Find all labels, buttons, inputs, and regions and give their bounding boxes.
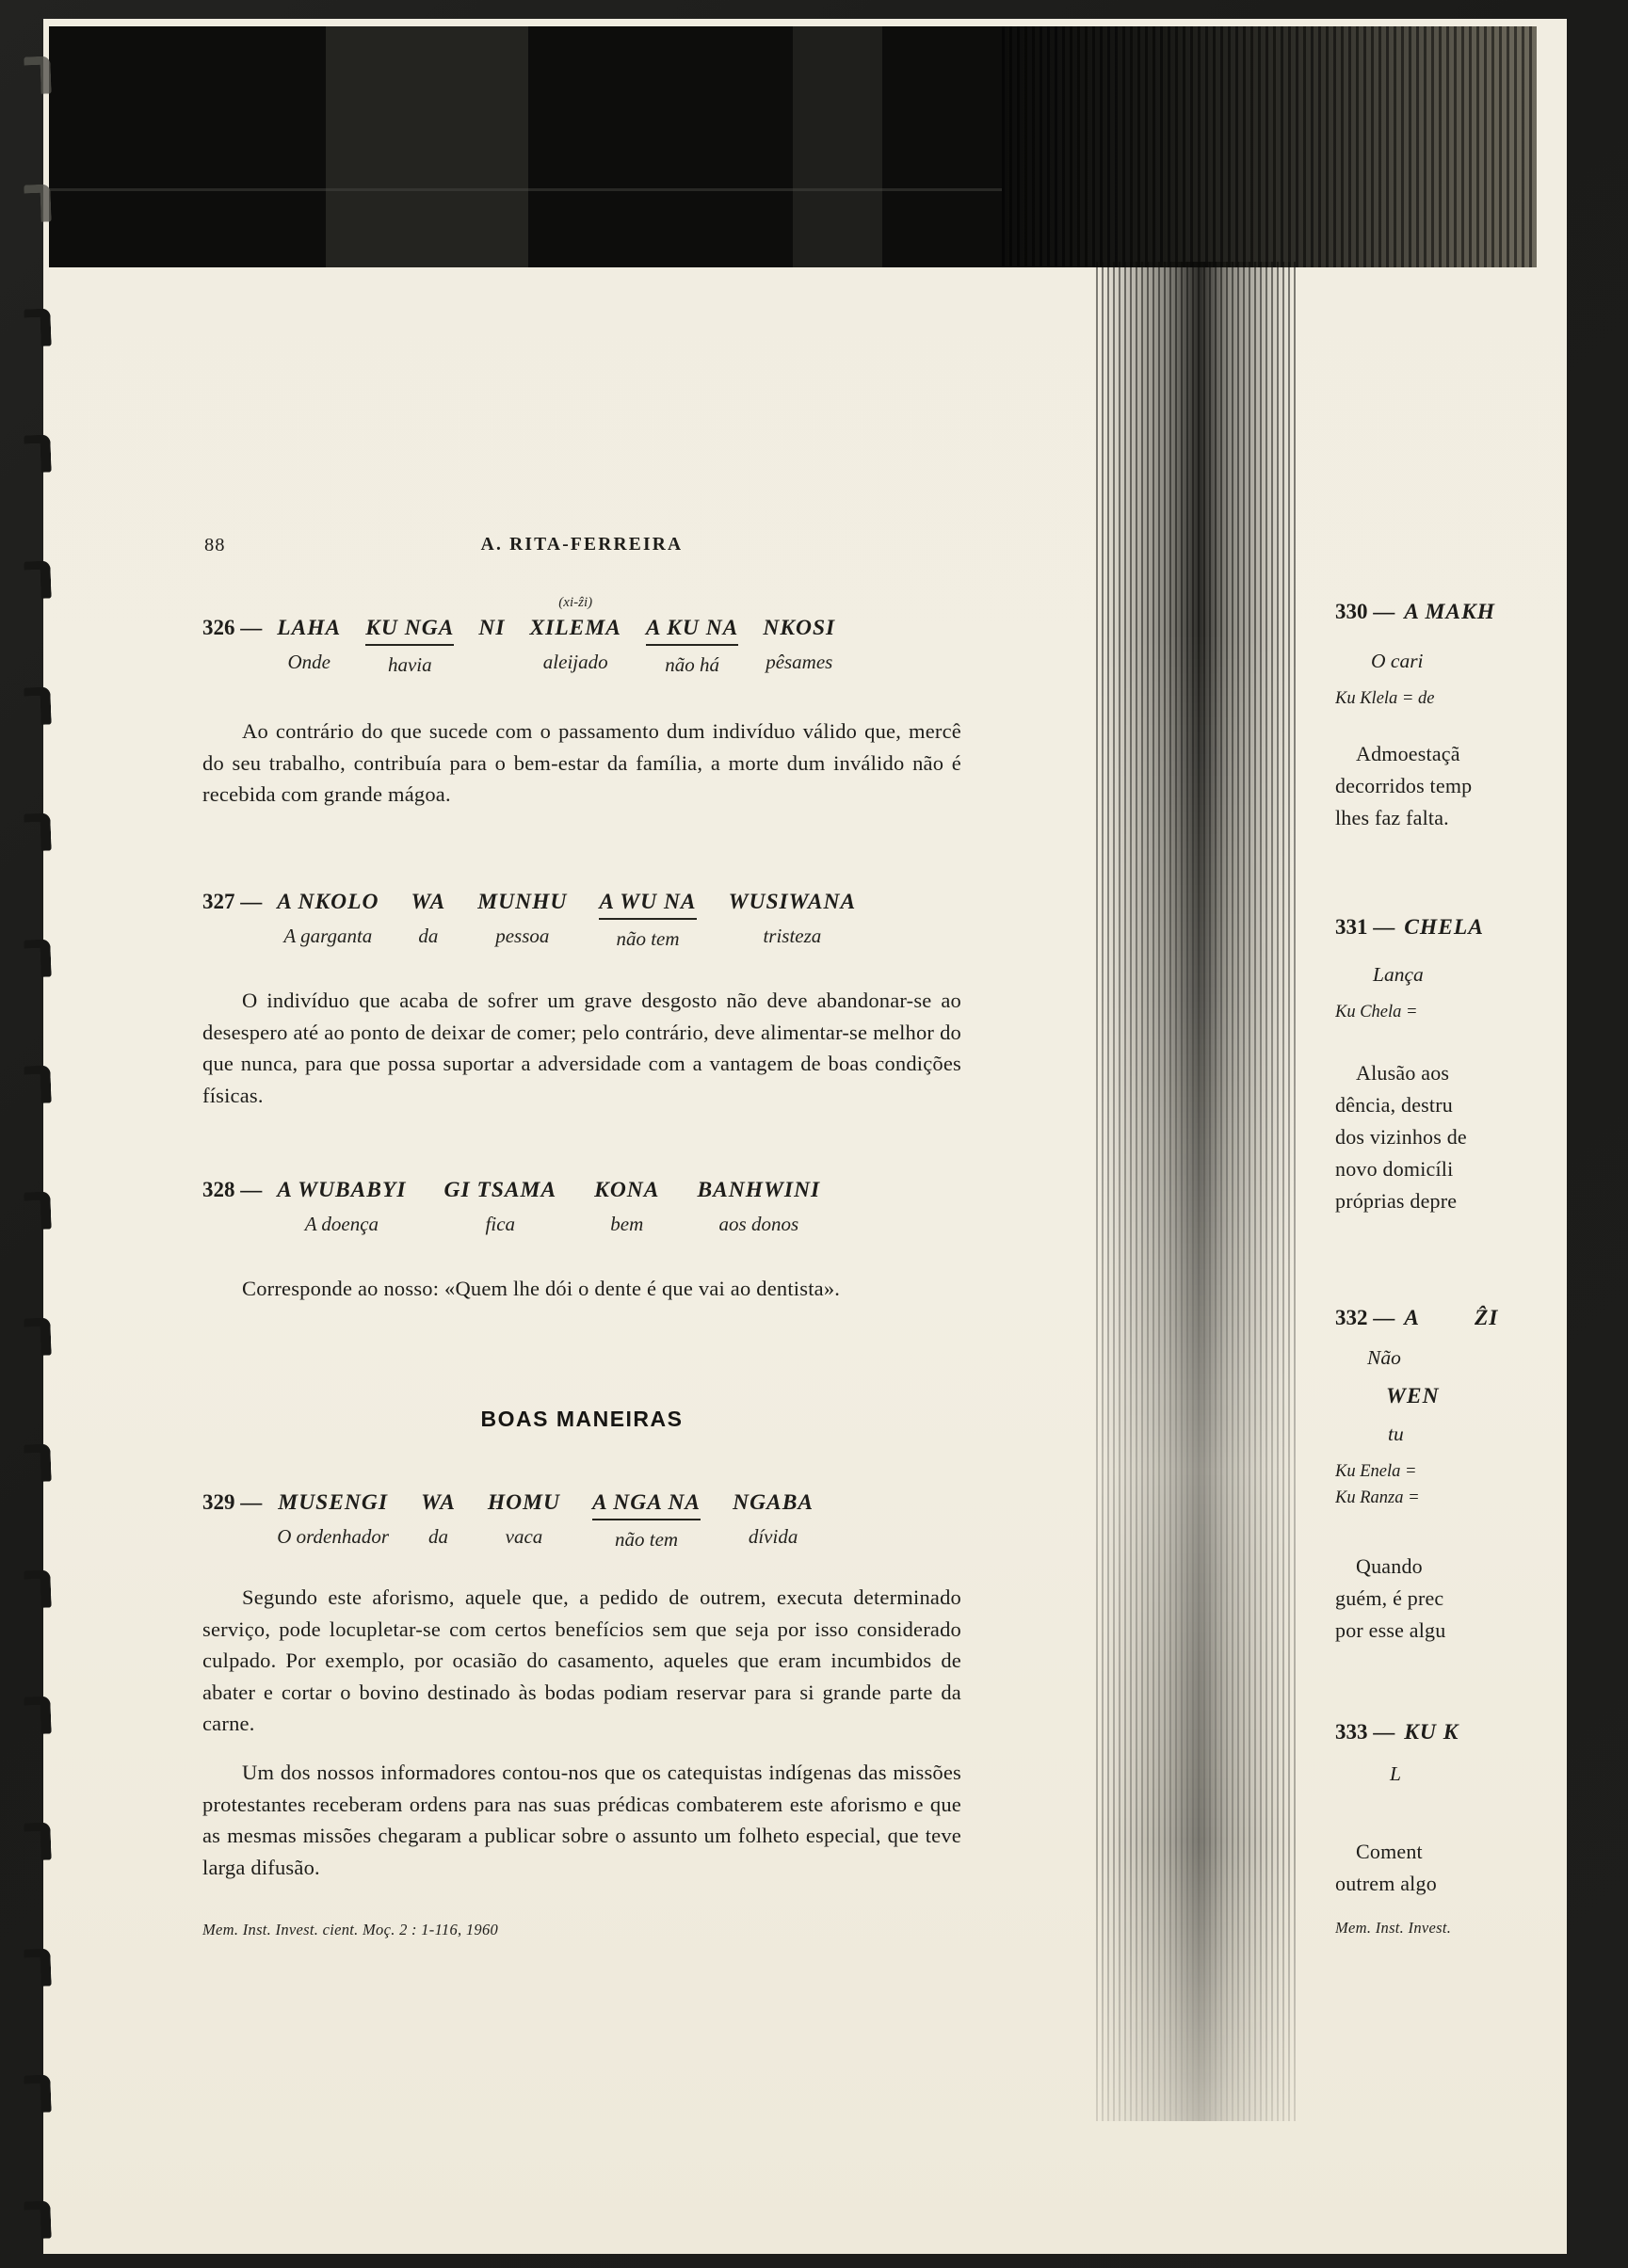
word-translation: A garganta bbox=[283, 925, 373, 947]
proverb-word: MUSENGI bbox=[278, 1490, 388, 1515]
commentary-line: decorridos temp bbox=[1335, 774, 1473, 797]
commentary-line: Alusão aos bbox=[1356, 1061, 1450, 1085]
commentary-line: guém, é prec bbox=[1335, 1586, 1444, 1610]
gloss-line: Ku Enela = bbox=[1335, 1462, 1417, 1481]
proverb-word: WEN bbox=[1386, 1384, 1440, 1408]
proverb-line bbox=[1335, 598, 1555, 629]
proverb-326 bbox=[202, 593, 961, 677]
right-entry-332 bbox=[1335, 1304, 1555, 1647]
proverb-number: 326 — bbox=[202, 616, 263, 639]
word-translation: Lança bbox=[1373, 963, 1424, 986]
right-entry-333 bbox=[1335, 1718, 1555, 1900]
proverb-line bbox=[202, 887, 961, 951]
proverb-word: NKOSI bbox=[763, 616, 836, 640]
proverb-word: BANHWINI bbox=[697, 1178, 821, 1202]
proverb-word: A WUBABYI bbox=[277, 1178, 407, 1202]
word-pair bbox=[599, 887, 696, 951]
word-translation: bem bbox=[610, 1213, 644, 1235]
word-pair bbox=[411, 887, 445, 951]
proverb-327 bbox=[202, 887, 961, 951]
word-translation: aos donos bbox=[718, 1213, 799, 1235]
proverb-line bbox=[202, 593, 961, 677]
page-number: 88 bbox=[204, 535, 226, 555]
commentary-line: lhes faz falta. bbox=[1335, 806, 1449, 829]
word-translation: tristeza bbox=[763, 925, 822, 947]
proverb-word: XILEMA bbox=[529, 616, 621, 640]
commentary-paragraph: Um dos nossos informadores contou-nos que os catequistas indígenas das missões protestantes receberam ordens para nas suas prédicas combaterem este aforismo e que as mesmas missões chegaram a publicar sobre o assunto um folheto especial, que teve larga difusão. bbox=[202, 1761, 961, 1879]
word-translation: havia bbox=[387, 653, 432, 676]
word-translation: da bbox=[418, 925, 439, 947]
word-pair bbox=[592, 1488, 701, 1552]
word-pair bbox=[277, 593, 341, 677]
commentary-line: Quando bbox=[1356, 1554, 1423, 1578]
binding-mark bbox=[24, 813, 51, 852]
word-translation: não tem bbox=[615, 1528, 679, 1551]
word-translation: dívida bbox=[748, 1525, 798, 1548]
binding-mark bbox=[24, 1192, 51, 1231]
proverb-number: 333 — bbox=[1335, 1720, 1395, 1744]
word-translation: não tem bbox=[616, 927, 680, 950]
word-pair bbox=[733, 1488, 814, 1552]
word-pair bbox=[478, 593, 505, 677]
gloss-line: Ku Ranza = bbox=[1335, 1488, 1420, 1507]
proverb-word: NGABA bbox=[733, 1490, 814, 1515]
binding-mark bbox=[24, 309, 51, 347]
book-page bbox=[43, 19, 1567, 2254]
commentary-line: novo domicíli bbox=[1335, 1157, 1454, 1181]
scan-artifact-gutter-shadow bbox=[1096, 262, 1296, 2121]
proverb-word: ẐI bbox=[1474, 1306, 1499, 1330]
binding-mark bbox=[24, 561, 51, 600]
binding-mark bbox=[24, 2075, 51, 2114]
proverb-line bbox=[202, 1175, 961, 1236]
word-translation: vaca bbox=[505, 1525, 543, 1548]
proverb-word: NI bbox=[478, 616, 506, 640]
proverb-word: A WU NA bbox=[599, 887, 696, 920]
proverb-word: LAHA bbox=[277, 616, 342, 640]
word-translation: pessoa bbox=[495, 925, 550, 947]
commentary-line: Coment bbox=[1356, 1840, 1423, 1863]
proverb-number: 329 — bbox=[202, 1490, 263, 1514]
commentary-paragraph: Segundo este aforismo, aquele que, a pedido de outrem, executa determinado serviço, pode locupletar-se com certos benefícios sem que seja por isso considerado culpado. Por exemplo, por ocasião do casamento, aqueles que eram incumbidos de abater e cortar o bovino destinado às bodas podiam reservar para si grande parte da carne. bbox=[202, 1585, 961, 1735]
proverb-word: A NGA NA bbox=[592, 1488, 701, 1520]
word-pair bbox=[365, 593, 454, 677]
word-translation: pêsames bbox=[766, 651, 833, 673]
word-pair bbox=[530, 593, 621, 677]
right-entry-330 bbox=[1335, 598, 1555, 834]
commentary-line: dos vizinhos de bbox=[1335, 1125, 1467, 1149]
gloss-line: Ku Chela = bbox=[1335, 1003, 1418, 1021]
footer-citation: Mem. Inst. Invest. cient. Moç. 2 : 1-116, 1960 bbox=[202, 1921, 499, 1938]
word-pair bbox=[594, 1175, 659, 1236]
binding-mark bbox=[24, 1823, 51, 1861]
word-pair bbox=[277, 1175, 406, 1236]
binding-mark bbox=[24, 1066, 51, 1104]
word-translation: fica bbox=[485, 1213, 516, 1235]
section-heading: BOAS MANEIRAS bbox=[480, 1407, 684, 1431]
proverb-329 bbox=[202, 1488, 961, 1552]
gloss-line: Ku Klela = de bbox=[1335, 689, 1435, 708]
commentary-line: dência, destru bbox=[1335, 1093, 1453, 1117]
binding-mark bbox=[24, 56, 51, 95]
right-page-content bbox=[1335, 19, 1555, 2254]
left-page-content bbox=[202, 19, 961, 2254]
word-translation: Onde bbox=[287, 651, 330, 673]
word-translation: O cari bbox=[1371, 650, 1424, 672]
word-translation: da bbox=[427, 1525, 448, 1548]
word-translation: L bbox=[1390, 1762, 1401, 1785]
binding-mark bbox=[24, 687, 51, 726]
proverb-line bbox=[1335, 1304, 1555, 1335]
proverb-word: WA bbox=[411, 890, 446, 914]
commentary-paragraph: O indivíduo que acaba de sofrer um grave desgosto não deve abandonar-se ao desespero até ao ponto de deixar de comer; pelo contrário, deve alimentar-se melhor do que nunca, para que possa suportar a adversidade com a vantagem de boas condições físicas. bbox=[202, 989, 961, 1107]
word-pair bbox=[477, 887, 567, 951]
word-pair bbox=[763, 593, 835, 677]
proverb-word: GI TSAMA bbox=[443, 1178, 557, 1202]
proverb-line bbox=[202, 1488, 961, 1552]
word-pair bbox=[277, 887, 379, 951]
proverb-number: 327 — bbox=[202, 890, 263, 913]
commentary-paragraph: Corresponde ao nosso: «Quem lhe dói o dente é que vai ao dentista». bbox=[242, 1277, 841, 1300]
proverb-word: A KU NA bbox=[646, 613, 738, 646]
word-annotation: (xi-ẑi) bbox=[558, 595, 593, 610]
proverb-328 bbox=[202, 1175, 961, 1236]
proverb-word: A bbox=[1404, 1306, 1420, 1330]
proverb-word: MUNHU bbox=[477, 890, 568, 914]
word-translation: Não bbox=[1367, 1346, 1401, 1369]
binding-mark bbox=[24, 2201, 51, 2240]
proverb-word: KU K bbox=[1404, 1720, 1459, 1745]
word-pair bbox=[277, 1488, 389, 1552]
commentary-line: outrem algo bbox=[1335, 1872, 1437, 1895]
word-translation: O ordenhador bbox=[277, 1525, 390, 1548]
word-pair bbox=[421, 1488, 456, 1552]
proverb-word: KU NGA bbox=[365, 613, 454, 646]
commentary-line: Admoestaçã bbox=[1356, 742, 1460, 765]
proverb-line bbox=[1335, 913, 1555, 944]
proverb-word: A MAKH bbox=[1404, 600, 1496, 624]
word-pair bbox=[646, 593, 738, 677]
right-entry-331 bbox=[1335, 913, 1555, 1217]
word-translation: não há bbox=[665, 653, 719, 676]
proverb-line bbox=[1335, 1718, 1555, 1749]
word-translation: aleijado bbox=[542, 651, 608, 673]
proverb-line bbox=[1335, 1382, 1555, 1413]
binding-mark bbox=[24, 940, 51, 978]
binding-mark bbox=[24, 435, 51, 474]
word-translation: A doença bbox=[304, 1213, 379, 1235]
proverb-number: 328 — bbox=[202, 1178, 263, 1201]
word-pair bbox=[488, 1488, 560, 1552]
commentary-line: próprias depre bbox=[1335, 1189, 1458, 1213]
binding-mark bbox=[24, 1570, 51, 1609]
running-header: A. RITA-FERREIRA bbox=[480, 535, 684, 555]
proverb-number: 331 — bbox=[1335, 915, 1395, 939]
proverb-word: A NKOLO bbox=[277, 890, 379, 914]
binding-mark bbox=[24, 1949, 51, 1987]
binding-mark bbox=[24, 1697, 51, 1735]
proverb-word: KONA bbox=[594, 1178, 660, 1202]
binding-mark bbox=[24, 1318, 51, 1357]
commentary-line: por esse algu bbox=[1335, 1618, 1446, 1642]
proverb-word: HOMU bbox=[487, 1490, 561, 1515]
binding-mark bbox=[24, 185, 51, 223]
proverb-number: 330 — bbox=[1335, 600, 1395, 623]
footer-citation: Mem. Inst. Invest. bbox=[1335, 1919, 1452, 1937]
proverb-word: WUSIWANA bbox=[728, 890, 857, 914]
binding-mark bbox=[24, 1444, 51, 1483]
word-translation: tu bbox=[1388, 1423, 1404, 1445]
word-pair bbox=[729, 887, 857, 951]
page-header bbox=[202, 535, 961, 561]
word-pair bbox=[443, 1175, 556, 1236]
commentary-paragraph: Ao contrário do que sucede com o passamento dum indivíduo válido que, mercê do seu trabalho, contribuía para o bem-estar da família, a morte dum inválido não é recebida com grande mágoa. bbox=[202, 719, 961, 806]
word-pair bbox=[697, 1175, 820, 1236]
proverb-word: CHELA bbox=[1404, 915, 1484, 940]
proverb-word: WA bbox=[421, 1490, 456, 1515]
proverb-number: 332 — bbox=[1335, 1306, 1395, 1329]
